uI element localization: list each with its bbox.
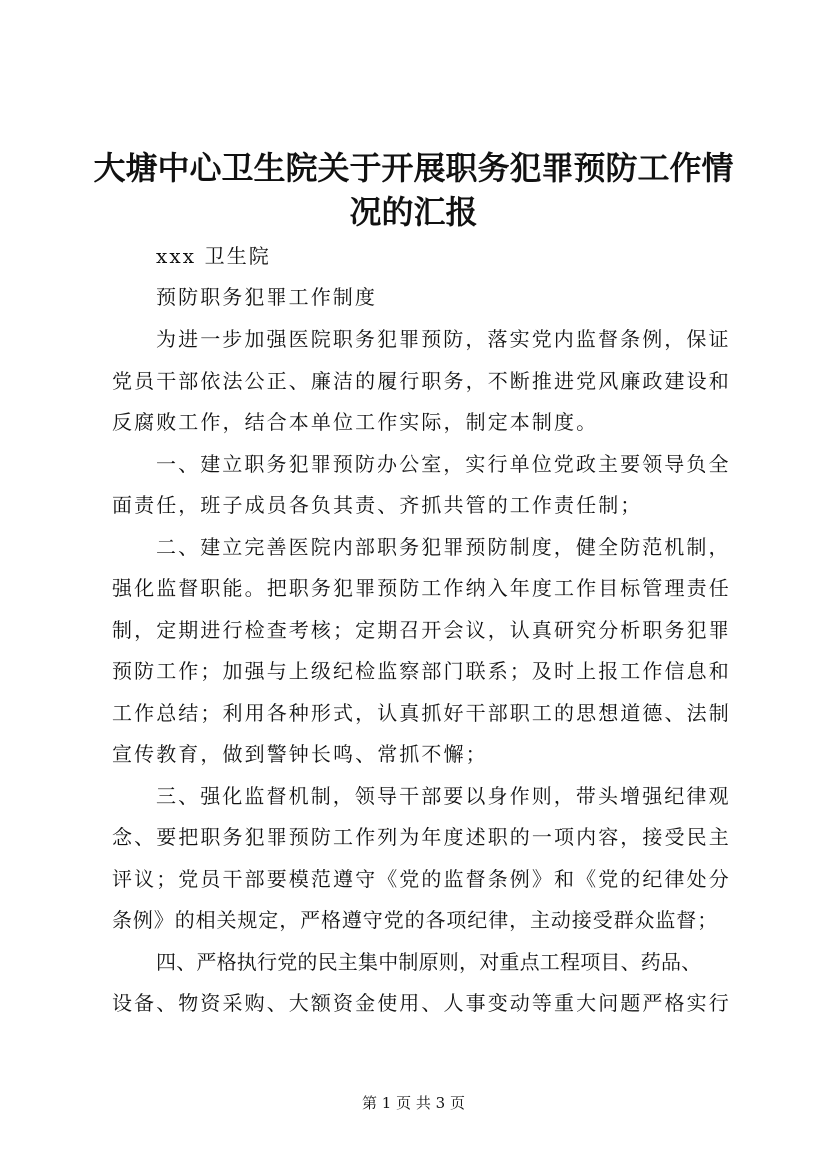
paragraph-line: 工作总结；利用各种形式，认真抓好干部职工的思想道德、法制 bbox=[112, 701, 731, 725]
paragraph-line: 评议；党员干部要模范遵守《党的监督条例》和《党的纪律处分 bbox=[112, 867, 731, 891]
paragraph-line: 念、要把职务犯罪预防工作列为年度述职的一项内容，接受民主 bbox=[112, 825, 731, 849]
subtitle-line: 预防职务犯罪工作制度 bbox=[156, 285, 377, 309]
paragraph-line: 二、建立完善医院内部职务犯罪预防制度，健全防范机制， bbox=[156, 535, 731, 559]
document-title-line-2: 况的汇报 bbox=[349, 193, 478, 231]
paragraph-line: 面责任，班子成员各负其责、齐抓共管的工作责任制； bbox=[112, 493, 643, 517]
paragraph-line: 强化监督职能。把职务犯罪预防工作纳入年度工作目标管理责任 bbox=[112, 576, 731, 600]
paragraph-line: 三、强化监督机制，领导干部要以身作则，带头增强纪律观 bbox=[156, 784, 731, 808]
paragraph-line: 四、严格执行党的民主集中制原则，对重点工程项目、药品、 bbox=[156, 950, 702, 974]
paragraph-line: 反腐败工作，结合本单位工作实际，制定本制度。 bbox=[112, 410, 599, 434]
author-line: xxx 卫生院 bbox=[156, 244, 271, 268]
paragraph-line: 预防工作；加强与上级纪检监察部门联系；及时上报工作信息和 bbox=[112, 659, 731, 683]
paragraph-line: 设备、物资采购、大额资金使用、人事变动等重大问题严格实行 bbox=[112, 991, 731, 1015]
paragraph-line: 党员干部依法公正、廉洁的履行职务，不断推进党风廉政建设和 bbox=[112, 369, 731, 393]
page-number-footer: 第 1 页 共 3 页 bbox=[362, 1094, 465, 1112]
paragraph-line: 为进一步加强医院职务犯罪预防，落实党内监督条例，保证 bbox=[156, 327, 731, 351]
paragraph-line: 宣传教育，做到警钟长鸣、常抓不懈； bbox=[112, 742, 488, 766]
paragraph-line: 一、建立职务犯罪预防办公室，实行单位党政主要领导负全 bbox=[156, 452, 731, 476]
document-title-line-1: 大塘中心卫生院关于开展职务犯罪预防工作情 bbox=[93, 149, 734, 187]
paragraph-line: 条例》的相关规定，严格遵守党的各项纪律，主动接受群众监督； bbox=[112, 908, 719, 932]
paragraph-line: 制，定期进行检查考核；定期召开会议，认真研究分析职务犯罪 bbox=[112, 618, 731, 642]
